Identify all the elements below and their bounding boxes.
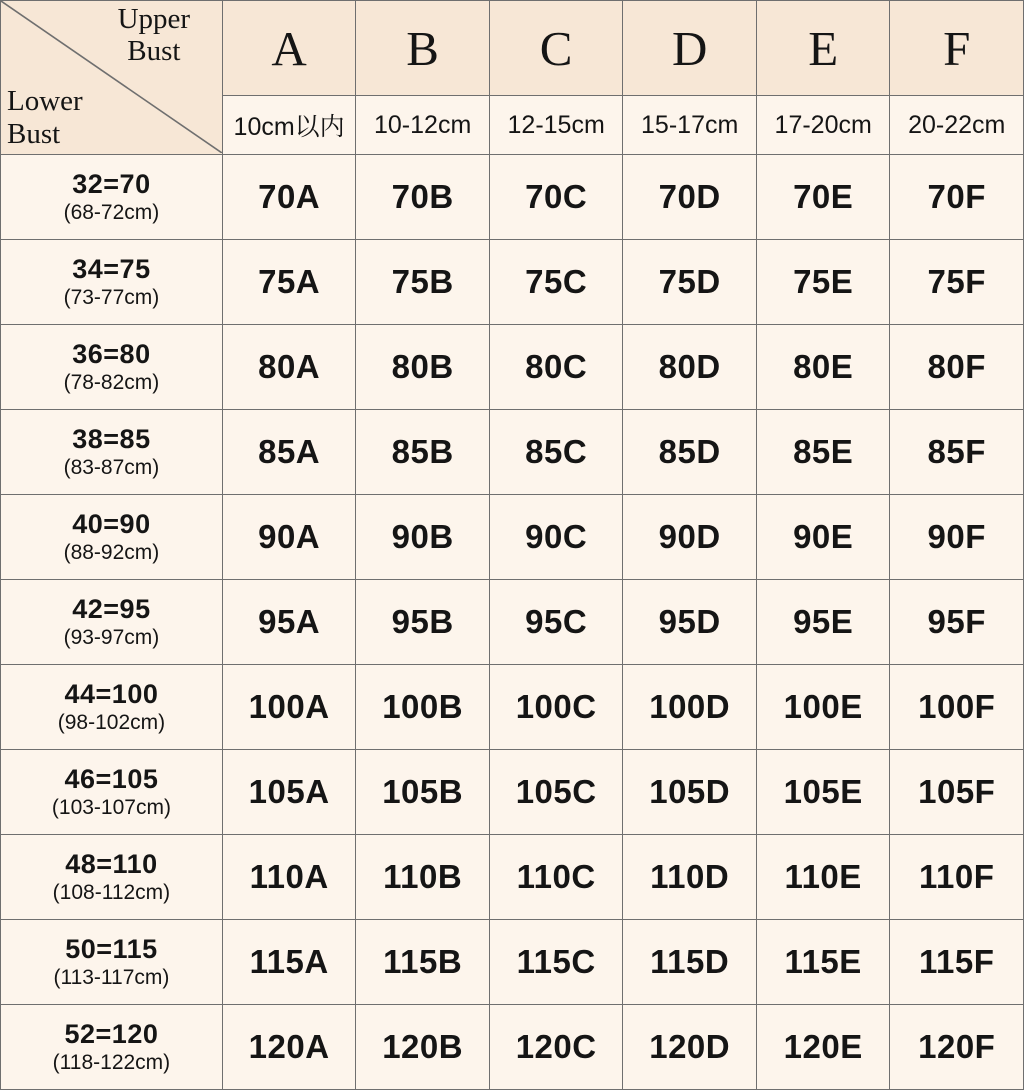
cup-range-b: 10-12cm	[356, 96, 490, 155]
band-size-cell	[1, 580, 223, 665]
size-cell: 90C	[489, 495, 623, 580]
size-cell: 110B	[356, 835, 490, 920]
table-row	[1, 835, 1024, 920]
band-size-range: (83-87cm)	[63, 455, 160, 479]
size-cell: 80C	[489, 325, 623, 410]
size-cell: 85F	[890, 410, 1024, 495]
band-size-main: 52=120	[64, 1018, 159, 1049]
size-cell: 85C	[489, 410, 623, 495]
lower-bust-label: Lower Bust	[7, 85, 83, 150]
size-cell: 105E	[756, 750, 890, 835]
size-cell: 90B	[356, 495, 490, 580]
cup-range-f: 20-22cm	[890, 96, 1024, 155]
size-cell: 85D	[623, 410, 757, 495]
size-cell: 80E	[756, 325, 890, 410]
size-cell: 80B	[356, 325, 490, 410]
size-cell: 115C	[489, 920, 623, 1005]
size-cell: 80F	[890, 325, 1024, 410]
size-cell: 115A	[222, 920, 356, 1005]
size-cell: 70F	[890, 155, 1024, 240]
cup-letter-e: E	[756, 1, 890, 96]
table-row	[1, 1005, 1024, 1090]
band-size-main: 38=85	[72, 423, 151, 454]
upper-bust-label: Upper Bust	[117, 3, 191, 68]
size-cell: 105A	[222, 750, 356, 835]
size-cell: 90A	[222, 495, 356, 580]
size-cell: 100B	[356, 665, 490, 750]
size-cell: 100E	[756, 665, 890, 750]
size-cell: 110D	[623, 835, 757, 920]
size-cell: 120A	[222, 1005, 356, 1090]
size-cell: 115E	[756, 920, 890, 1005]
band-size-main: 40=90	[72, 508, 151, 539]
table-row	[1, 155, 1024, 240]
table-row	[1, 750, 1024, 835]
size-cell: 95B	[356, 580, 490, 665]
band-size-range: (68-72cm)	[63, 200, 160, 224]
band-size-main: 44=100	[64, 678, 159, 709]
corner-header-cell	[1, 1, 223, 155]
table-row	[1, 580, 1024, 665]
cup-range-a: 10cm以内	[222, 96, 356, 155]
band-size-cell	[1, 155, 223, 240]
size-cell: 70E	[756, 155, 890, 240]
band-size-range: (78-82cm)	[63, 370, 160, 394]
size-cell: 90D	[623, 495, 757, 580]
band-size-range: (108-112cm)	[52, 880, 171, 904]
band-size-cell	[1, 920, 223, 1005]
table-row	[1, 920, 1024, 1005]
size-cell: 100D	[623, 665, 757, 750]
band-size-cell	[1, 1005, 223, 1090]
size-cell: 120C	[489, 1005, 623, 1090]
size-cell: 80D	[623, 325, 757, 410]
cup-letter-f: F	[890, 1, 1024, 96]
cup-letter-a: A	[222, 1, 356, 96]
cup-range-d: 15-17cm	[623, 96, 757, 155]
band-size-cell	[1, 325, 223, 410]
size-cell: 70B	[356, 155, 490, 240]
band-size-cell	[1, 240, 223, 325]
size-cell: 70A	[222, 155, 356, 240]
table-row	[1, 495, 1024, 580]
size-cell: 120B	[356, 1005, 490, 1090]
size-cell: 120E	[756, 1005, 890, 1090]
band-size-main: 32=70	[72, 168, 151, 199]
size-cell: 85A	[222, 410, 356, 495]
size-cell: 75F	[890, 240, 1024, 325]
band-size-cell	[1, 495, 223, 580]
size-cell: 115F	[890, 920, 1024, 1005]
band-size-range: (93-97cm)	[63, 625, 160, 649]
band-size-main: 48=110	[65, 848, 158, 879]
size-cell: 75B	[356, 240, 490, 325]
size-cell: 120D	[623, 1005, 757, 1090]
size-cell: 75D	[623, 240, 757, 325]
size-cell: 95C	[489, 580, 623, 665]
band-size-cell	[1, 665, 223, 750]
cup-letter-b: B	[356, 1, 490, 96]
size-cell: 100A	[222, 665, 356, 750]
size-cell: 90F	[890, 495, 1024, 580]
cup-range-e: 17-20cm	[756, 96, 890, 155]
band-size-range: (118-122cm)	[52, 1050, 171, 1074]
size-cell: 105D	[623, 750, 757, 835]
size-cell: 120F	[890, 1005, 1024, 1090]
size-cell: 100F	[890, 665, 1024, 750]
band-size-main: 46=105	[64, 763, 159, 794]
size-cell: 115B	[356, 920, 490, 1005]
band-size-range: (98-102cm)	[57, 710, 166, 734]
size-cell: 95F	[890, 580, 1024, 665]
cup-letter-d: D	[623, 1, 757, 96]
band-size-range: (113-117cm)	[53, 965, 170, 989]
size-cell: 105F	[890, 750, 1024, 835]
size-cell: 90E	[756, 495, 890, 580]
band-size-cell	[1, 410, 223, 495]
table-row	[1, 325, 1024, 410]
band-size-range: (88-92cm)	[63, 540, 160, 564]
size-cell: 95E	[756, 580, 890, 665]
size-cell: 70C	[489, 155, 623, 240]
size-cell: 70D	[623, 155, 757, 240]
table-row	[1, 665, 1024, 750]
size-cell: 95D	[623, 580, 757, 665]
size-cell: 95A	[222, 580, 356, 665]
band-size-main: 42=95	[72, 593, 151, 624]
band-size-main: 34=75	[72, 253, 151, 284]
cup-range-c: 12-15cm	[489, 96, 623, 155]
size-cell: 85B	[356, 410, 490, 495]
size-cell: 110E	[756, 835, 890, 920]
header-row-cup-letters	[1, 1, 1024, 96]
size-cell: 85E	[756, 410, 890, 495]
band-size-range: (73-77cm)	[63, 285, 160, 309]
band-size-main: 50=115	[65, 933, 158, 964]
size-cell: 110C	[489, 835, 623, 920]
band-size-main: 36=80	[72, 338, 151, 369]
table-row	[1, 410, 1024, 495]
size-cell: 105B	[356, 750, 490, 835]
band-size-cell	[1, 750, 223, 835]
size-cell: 80A	[222, 325, 356, 410]
band-size-cell	[1, 835, 223, 920]
size-cell: 115D	[623, 920, 757, 1005]
size-cell: 110F	[890, 835, 1024, 920]
size-cell: 105C	[489, 750, 623, 835]
size-cell: 75A	[222, 240, 356, 325]
size-cell: 75C	[489, 240, 623, 325]
table-row	[1, 240, 1024, 325]
band-size-range: (103-107cm)	[51, 795, 171, 819]
size-cell: 100C	[489, 665, 623, 750]
size-cell: 75E	[756, 240, 890, 325]
size-cell: 110A	[222, 835, 356, 920]
cup-letter-c: C	[489, 1, 623, 96]
